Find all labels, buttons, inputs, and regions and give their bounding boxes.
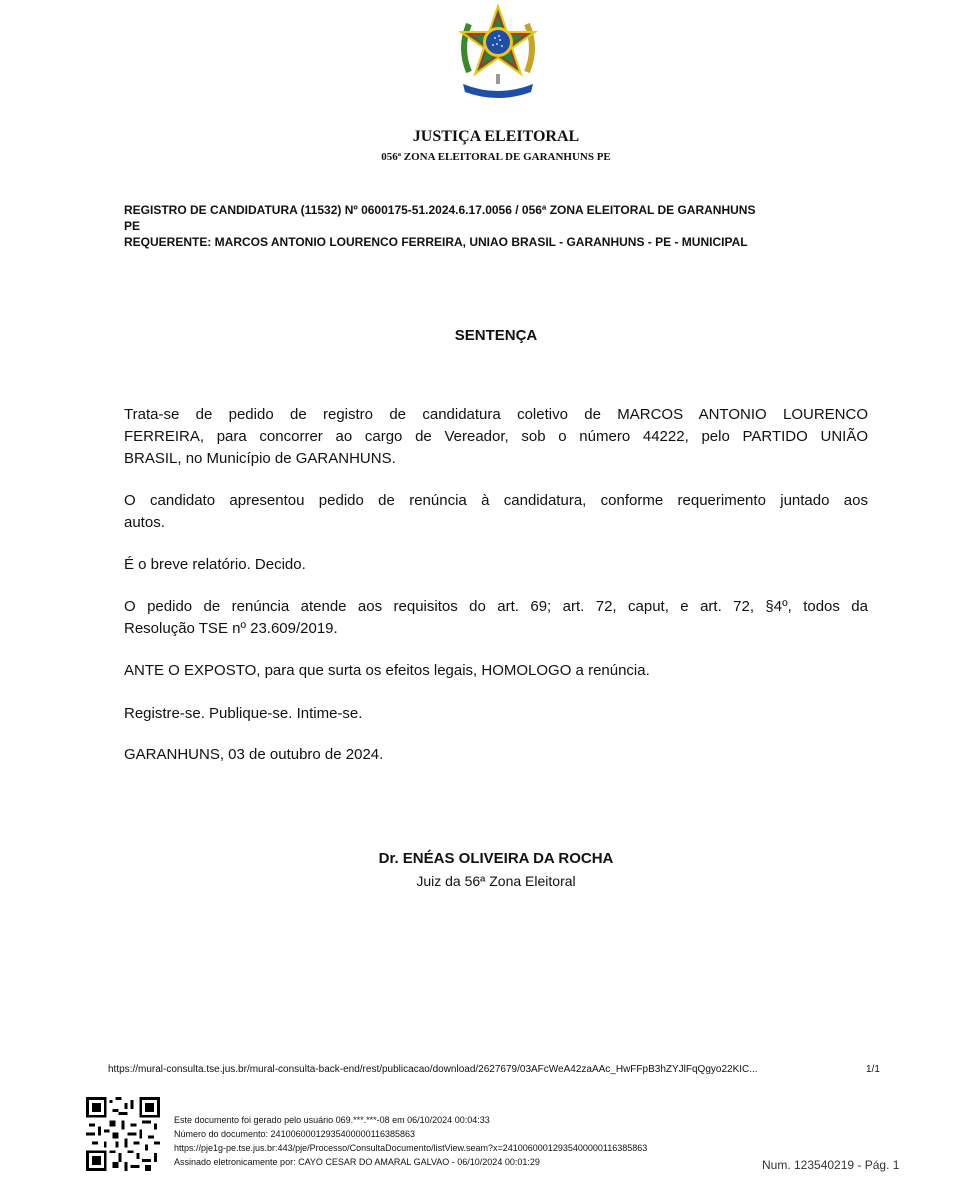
process-requester: REQUERENTE: MARCOS ANTONIO LOURENCO FERREIRA, UNIAO BRASIL - GARANHUNS - PE - MUNICIPAL bbox=[124, 235, 748, 249]
paragraph-line: ANTE O EXPOSTO, para que surta os efeitos legais, HOMOLOGO a renúncia. bbox=[124, 662, 650, 679]
footer-consult-url[interactable]: https://pje1g-pe.tse.jus.br:443/pje/Processo/ConsultaDocumento/listView.seam?x=24100600012935400000116385863 bbox=[174, 1143, 648, 1153]
header-electoral-zone: 056ª ZONA ELEITORAL DE GARANHUNS PE bbox=[381, 151, 611, 163]
paragraph-line: Trata-se de pedido de registro de candidatura coletivo de MARCOS ANTONIO LOURENCO bbox=[124, 406, 868, 423]
coat-of-arms-icon bbox=[455, 2, 541, 98]
paragraph-line: Resolução TSE nº 23.609/2019. bbox=[124, 620, 338, 637]
paragraph-place-date bbox=[124, 744, 868, 766]
paragraph-publication bbox=[124, 703, 868, 725]
paragraph-line: O pedido de renúncia atende aos requisitos do art. 69; art. 72, caput, e art. 72, §4º, todos da bbox=[124, 598, 868, 615]
process-registration-cont: PE bbox=[124, 219, 141, 233]
judge-role: Juiz da 56ª Zona Eleitoral bbox=[416, 873, 576, 889]
paragraph-line: Registre-se. Publique-se. Intime-se. bbox=[124, 705, 363, 722]
header-organization: JUSTIÇA ELEITORAL bbox=[412, 128, 580, 145]
footer-signed-by: Assinado eletronicamente por: CAYO CESAR DO AMARAL GALVAO - 06/10/2024 00:01:29 bbox=[174, 1157, 540, 1167]
paragraph-decision bbox=[124, 660, 868, 682]
process-registration: REGISTRO DE CANDIDATURA (11532) Nº 0600175-51.2024.6.17.0056 / 056ª ZONA ELEITORAL DE GARANHUNS bbox=[124, 203, 756, 217]
paragraph-brief bbox=[124, 554, 868, 576]
judge-name: Dr. ENÉAS OLIVEIRA DA ROCHA bbox=[378, 850, 614, 867]
paragraph-renunciation bbox=[124, 490, 868, 534]
footer-page-number: Num. 123540219 - Pág. 1 bbox=[762, 1158, 900, 1172]
qr-code-icon bbox=[86, 1097, 160, 1171]
paragraph-line: autos. bbox=[124, 514, 165, 531]
paragraph-legal-basis bbox=[124, 596, 868, 640]
paragraph-line: GARANHUNS, 03 de outubro de 2024. bbox=[124, 746, 384, 763]
footer-document-number: Número do documento: 24100600012935400000116385863 bbox=[174, 1129, 416, 1139]
paragraph-report bbox=[124, 404, 868, 470]
footer-page-count: 1/1 bbox=[866, 1064, 880, 1075]
paragraph-line: O candidato apresentou pedido de renúncia à candidatura, conforme requerimento juntado aos bbox=[124, 492, 868, 509]
footer-source-url[interactable]: https://mural-consulta.tse.jus.br/mural-consulta-back-end/rest/publicacao/download/2627679/03AFcWeA42zaAAc_HwFFpB3hZYJlFqQgyo22KIC... bbox=[108, 1064, 758, 1075]
document-title: SENTENÇA bbox=[454, 327, 538, 344]
footer-generated-by: Este documento foi gerado pelo usuário 069.***.***-08 em 06/10/2024 00:04:33 bbox=[174, 1115, 490, 1125]
paragraph-line: É o breve relatório. Decido. bbox=[124, 556, 306, 573]
paragraph-line: BRASIL, no Município de GARANHUNS. bbox=[124, 450, 396, 467]
paragraph-line: FERREIRA, para concorrer ao cargo de Vereador, sob o número 44222, pelo PARTIDO UNIÃO bbox=[124, 428, 868, 445]
